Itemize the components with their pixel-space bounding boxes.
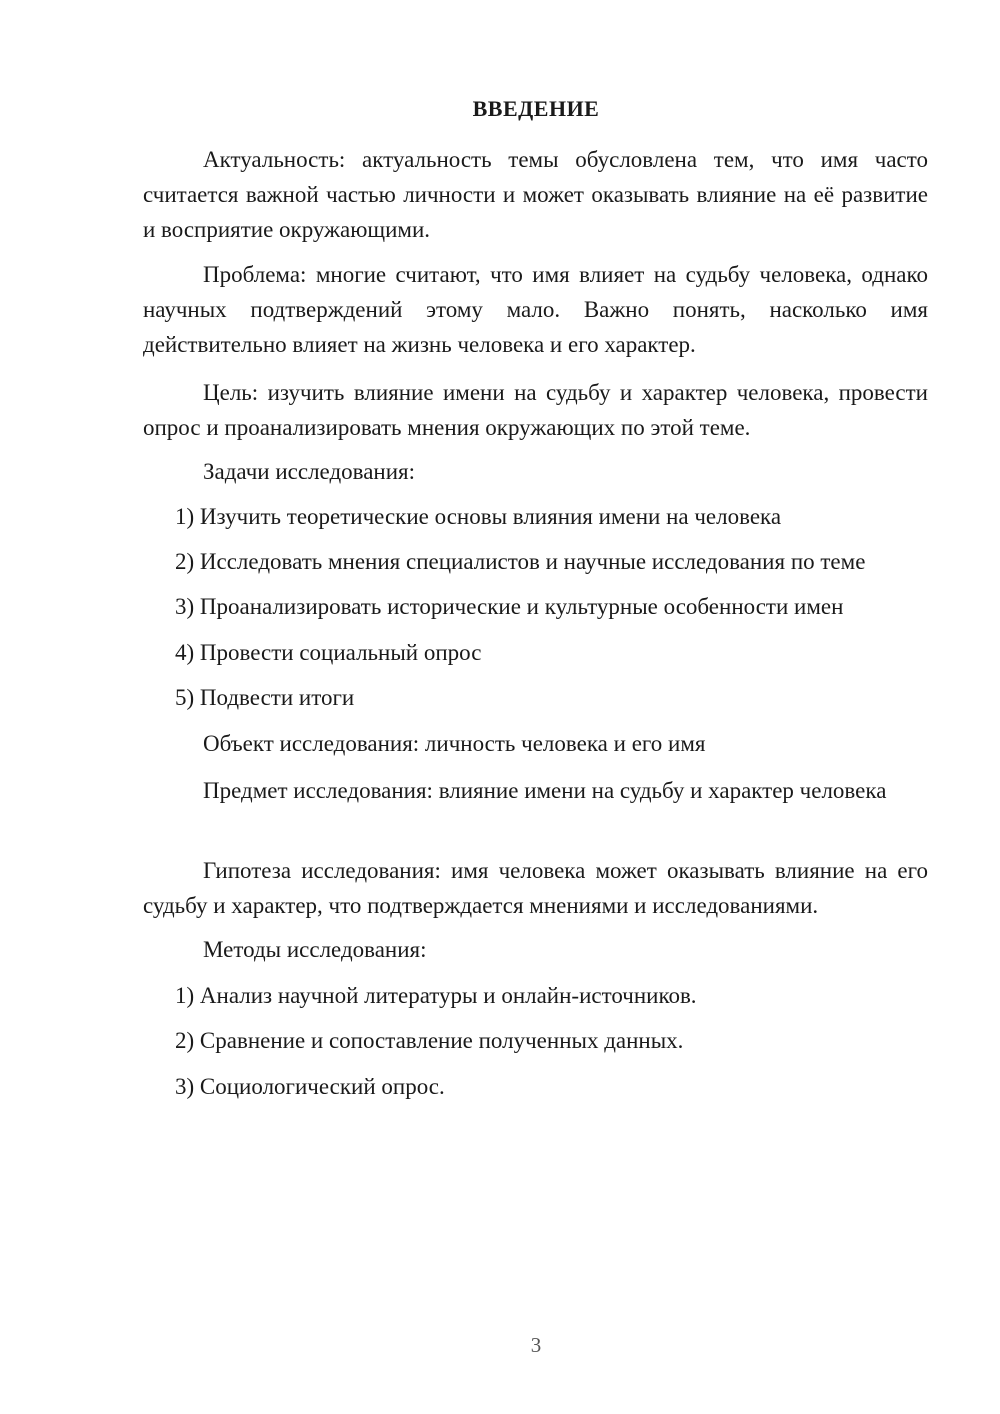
list-item: 4) Провести социальный опрос [175, 640, 482, 665]
relevance-paragraph: Актуальность: актуальность темы обусловлена тем, что имя часто считается важной частью личности и может оказывать влияние на её развитие и восприятие окружающими. [143, 147, 928, 242]
goal-paragraph: Цель: изучить влияние имени на судьбу и характер человека, провести опрос и проанализировать мнения окружающих по этой теме. [143, 380, 928, 440]
tasks-heading: Задачи исследования: [203, 459, 416, 484]
page-title: ВВЕДЕНИЕ [472, 96, 600, 121]
list-item: 2) Исследовать мнения специалистов и научные исследования по теме [175, 549, 866, 574]
list-item: 2) Сравнение и сопоставление полученных данных. [175, 1028, 684, 1053]
subject-paragraph: Предмет исследования: влияние имени на судьбу и характер человека [203, 778, 887, 803]
list-item: 3) Социологический опрос. [175, 1074, 445, 1099]
object-line: Объект исследования: личность человека и его имя [203, 731, 706, 756]
methods-heading: Методы исследования: [203, 937, 427, 962]
list-item: 5) Подвести итоги [175, 685, 355, 710]
hypothesis-paragraph: Гипотеза исследования: имя человека может оказывать влияние на его судьбу и характер, что подтверждается мнениями и исследованиями. [143, 858, 928, 918]
list-item: 1) Анализ научной литературы и онлайн-источников. [175, 983, 697, 1008]
page-number: 3 [530, 1333, 542, 1357]
problem-paragraph: Проблема: многие считают, что имя влияет на судьбу человека, однако научных подтверждений этому мало. Важно понять, насколько имя действительно влияет на жизнь человека и его характер. [143, 262, 928, 357]
list-item: 1) Изучить теоретические основы влияния имени на человека [175, 504, 782, 529]
list-item: 3) Проанализировать исторические и культурные особенности имен [175, 594, 844, 619]
